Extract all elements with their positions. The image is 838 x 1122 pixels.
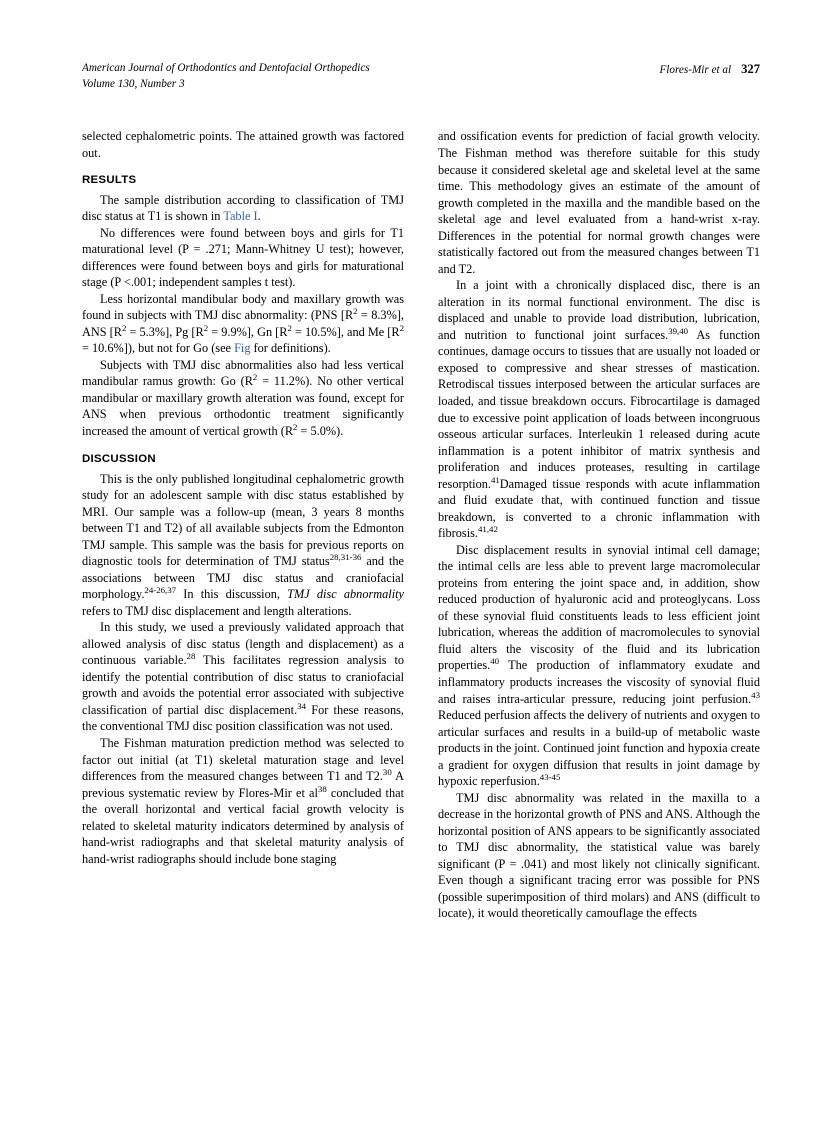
citation-ref[interactable]: 43-45 bbox=[539, 772, 561, 783]
right-p2-b: As function continues, damage occurs to tissues that are usually not loaded or exposed to compressive and shear stresses of mastication. Retrodiscal tissues interposed between the articular surfaces are loaded, and tissue breakdown occurs. Fibrocartilage is damaged due to excessive point application of loads between incongruous osseous articular surfaces. Interleukin 1 released during acute inflammation is a potent inhibitor of matrix synthesis and proliferation and induces proteases, resulting in cartilage resorption. bbox=[438, 327, 760, 491]
results-p4-mid: = 11.2%). No other vertical mandibular or maxillary growth alteration was found, except for ANS when previous orthodontic treatment significantly increased the amount of vertical growth (R bbox=[82, 374, 404, 438]
results-p4-pre: Subjects with TMJ disc abnormalities also had less vertical mandibular ramus growth: Go (R bbox=[82, 357, 404, 389]
running-head bbox=[82, 60, 760, 92]
results-p3-post: for definitions). bbox=[250, 341, 331, 356]
superscript-2: 2 bbox=[121, 322, 127, 333]
results-p2-text: No differences were found between boys and girls for T1 maturational level (P = .271; Mann-Whitney U test); however, differences were found between boys and girls for maturational stage (P <.001; independent samples t test). bbox=[82, 225, 404, 290]
results-p3-pre: Less horizontal mandibular body and maxillary growth was found in subjects with TMJ disc abnormality: (PNS [R bbox=[82, 291, 404, 323]
superscript-2: 2 bbox=[287, 322, 292, 333]
superscript-2: 2 bbox=[252, 372, 258, 383]
right-p2-c: Damaged tissue responds with acute inflammation and fluid exudate that, with continued function and tissue breakdown, is converted to a chronic inflammation with fibrosis. bbox=[438, 476, 760, 541]
citation-ref[interactable]: 43 bbox=[751, 689, 760, 700]
citation-ref[interactable]: 38 bbox=[317, 783, 327, 794]
right-p3-a: Disc displacement results in synovial intimal cell damage; the intimal cells are less able to prevent large macromolecular proteins from entering the joint space and, in addition, show reduced production of hyaluronic acid and proteoglycans. Loss of these synovial fluid constituents leads to less efficient joint lubrication, whereas the addition of macromolecules to synovial fluid alters the viscosity of the fluid and its lubrication properties. bbox=[438, 542, 760, 673]
superscript-2: 2 bbox=[203, 322, 209, 333]
right-p3-c: Reduced perfusion affects the delivery of nutrients and oxygen to articular surfaces and results in a build-up of metabolic waste products in the joint. Continued joint function and hypoxia create a gradient for oxygen diffusion that results in joint damage by hypoxic reperfusion. bbox=[438, 708, 760, 789]
discussion-p1-d: refers to TMJ disc displacement and length alterations. bbox=[82, 603, 352, 618]
running-head-journal bbox=[82, 60, 370, 92]
results-paragraph-1 bbox=[82, 192, 404, 225]
right-paragraph-2 bbox=[438, 277, 760, 542]
right-paragraph-1: and ossification events for prediction of facial growth velocity. The Fishman method was therefore suitable for this study because it considered skeletal age and skeletal level at the same time. This methodology gives an estimate of the amount of growth completed in the maxilla and the mandible based on the skeletal age and level evaluated from a hand-wrist x-ray. Differences in the potential for normal growth changes were statistically factored out from the measured changes between T1 and T2. bbox=[438, 129, 760, 276]
page-number: 327 bbox=[741, 62, 760, 76]
results-p3-mid5: = 10.6%]), but not for Go (see bbox=[82, 341, 235, 356]
discussion-paragraph-1 bbox=[82, 471, 404, 620]
citation-ref[interactable]: 41,42 bbox=[477, 524, 498, 535]
right-p2-a: In a joint with a chronically displaced disc, there is an alteration in its normal functional environment. The disc is displaced and unable to provide load distribution, lubrication, and nutrition to functional joint surfaces. bbox=[438, 278, 760, 342]
results-p4-post: = 5.0%). bbox=[297, 423, 344, 438]
superscript-2: 2 bbox=[293, 421, 298, 432]
results-p3-mid1: = 8.3%], ANS [R bbox=[82, 308, 404, 339]
results-p3-mid4: = 10.5%], and Me [R bbox=[291, 324, 400, 339]
superscript-2: 2 bbox=[399, 322, 405, 333]
results-p3-mid3: = 9.9%], Gn [R bbox=[208, 324, 288, 339]
authors-name: Flores-Mir et al bbox=[659, 64, 732, 76]
discussion-p1-italic: TMJ disc abnormality bbox=[287, 587, 404, 602]
journal-title: American Journal of Orthodontics and Dentofacial Orthopedics bbox=[82, 62, 370, 74]
heading-results: RESULTS bbox=[82, 173, 137, 186]
paragraph-continued: selected cephalometric points. The attained growth was factored out. bbox=[82, 129, 404, 160]
right-paragraph-4: TMJ disc abnormality was related in the maxilla to a decrease in the horizontal growth of PNS and ANS. Although the horizontal position of ANS appears to be significantly associated to TMJ disc abnormality, the statistical value was barely significant (P = .041) and most likely not clinically significant. Even though a significant tracing error was possible for PNS (possible superimposition of third molars) and ANS (difficult to locate), it would theoretically camouflage the effects bbox=[438, 790, 760, 921]
results-paragraph-2 bbox=[82, 225, 404, 291]
results-p3-mid2: = 5.3%], Pg [R bbox=[126, 324, 204, 339]
right-column bbox=[438, 128, 760, 922]
citation-ref[interactable]: 39,40 bbox=[668, 325, 689, 336]
discussion-p2-c: For these reasons, the conventional TMJ disc position classification was not used. bbox=[82, 702, 404, 734]
running-head-authors-page bbox=[659, 60, 760, 78]
right-p3-b: The production of inflammatory exudate and inflammatory products increases the viscosity of synovial fluid and raises intra-articular pressure, reducing joint perfusion. bbox=[438, 658, 760, 706]
body-columns bbox=[82, 128, 760, 922]
heading-discussion: DISCUSSION bbox=[82, 452, 156, 465]
citation-ref[interactable]: 24-26,37 bbox=[144, 585, 177, 596]
table-i-link[interactable]: Table I bbox=[223, 209, 258, 224]
discussion-p3-a: The Fishman maturation prediction method was selected to factor out initial (at T1) skeletal maturation stage and level differences from the measured changes between T1 and T2. bbox=[82, 736, 404, 784]
results-paragraph-4 bbox=[82, 357, 404, 440]
superscript-2: 2 bbox=[353, 306, 358, 317]
discussion-p1-c: In this discussion, bbox=[176, 587, 288, 602]
right-paragraph-3 bbox=[438, 542, 760, 790]
results-paragraph-3 bbox=[82, 291, 404, 357]
discussion-p3-b: A previous systematic review by Flores-Mir et al bbox=[82, 769, 404, 800]
discussion-p3-c: concluded that the overall horizontal and vertical facial growth velocity is related to skeletal maturity indicators determined by analysis of hand-wrist radiographs and that skeletal maturity analysis of hand-wrist radiographs should include bone staging bbox=[82, 785, 404, 866]
citation-ref[interactable]: 30 bbox=[382, 766, 392, 777]
discussion-p1-b: and the associations between TMJ disc status and craniofacial morphology. bbox=[82, 554, 404, 602]
discussion-paragraph-3 bbox=[82, 735, 404, 867]
citation-ref[interactable]: 40 bbox=[490, 656, 500, 667]
discussion-p2-a: In this study, we used a previously validated approach that allowed analysis of disc status (length and displacement) as a continuous variable. bbox=[82, 620, 404, 668]
journal-volume: Volume 130, Number 3 bbox=[82, 78, 185, 91]
left-column bbox=[82, 128, 404, 867]
discussion-p1-a: This is the only published longitudinal cephalometric growth study for an adolescent sample with disc status established by MRI. Our sample was a follow-up (mean, 3 years 8 months between T1 and T2) of all available subjects from the Edmonton TMJ sample. This sample was the basis for previous reports on diagnostic tools for determination of TMJ status bbox=[82, 471, 404, 569]
results-p1-pre: The sample distribution according to classification of TMJ disc status at T1 is shown in bbox=[82, 192, 404, 224]
citation-ref[interactable]: 41 bbox=[490, 474, 500, 485]
citation-ref[interactable]: 28,31-36 bbox=[329, 552, 362, 563]
results-p1-post: . bbox=[257, 209, 261, 224]
discussion-paragraph-2 bbox=[82, 619, 404, 735]
citation-ref[interactable]: 34 bbox=[297, 700, 307, 711]
figure-link[interactable]: Fig bbox=[234, 341, 251, 356]
discussion-p2-b: This facilitates regression analysis to identify the potential contribution of disc status to craniofacial growth and avoids the potential error associated with subjective classification of partial disc displacement. bbox=[82, 653, 405, 717]
citation-ref[interactable]: 28 bbox=[186, 651, 196, 662]
